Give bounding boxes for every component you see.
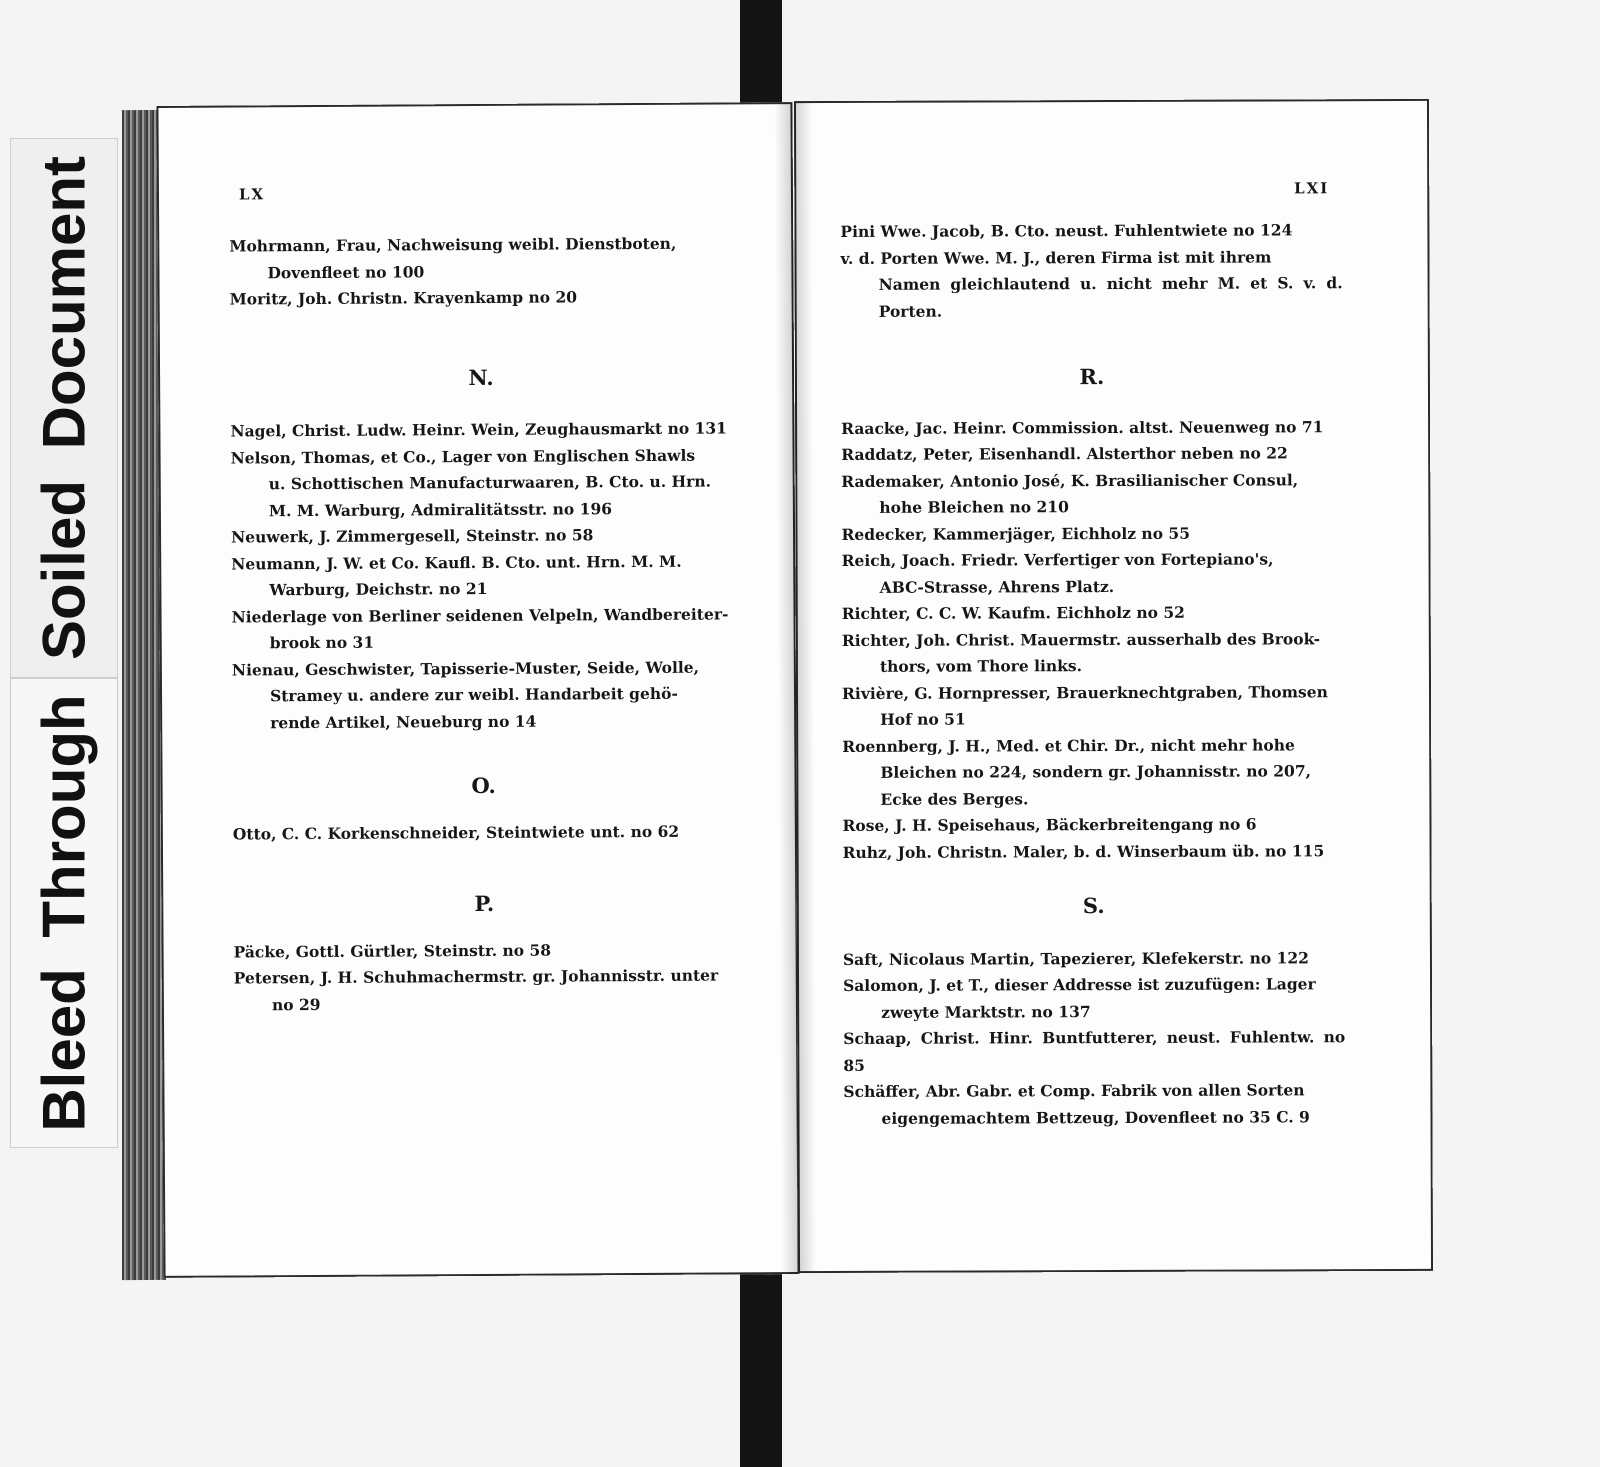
entry-line: v. d. Porten Wwe. M. J., deren Firma ist mit ihrem xyxy=(840,246,1272,268)
entry-line: Rivière, G. Hornpresser, Brauerknechtgraben, Thomsen xyxy=(841,681,1328,703)
entry-continuation-line: Warburg, Deichstr. no 21 xyxy=(269,578,488,600)
entry-line: Nelson, Thomas, et Co., Lager von Englischen Shawls xyxy=(230,445,696,468)
entry-line: Nienau, Geschwister, Tapisserie-Muster, Seide, Wolle, xyxy=(231,657,699,680)
directory-entry xyxy=(842,599,1344,627)
entry-line: Ruhz, Joh. Christn. Maler, b. d. Winserbaum üb. no 115 xyxy=(842,840,1325,862)
entry-continuation-line: M. M. Warburg, Admiralitätsstr. no 196 xyxy=(268,498,613,520)
directory-entry xyxy=(843,838,1345,866)
directory-entry xyxy=(842,811,1344,839)
directory-entry xyxy=(229,230,731,286)
soiled-document-text: Soiled Document xyxy=(30,155,98,661)
right-page xyxy=(794,99,1433,1273)
left-page xyxy=(156,102,799,1278)
entry-continuation-line: no 29 xyxy=(271,994,321,1014)
entry-continuation-line: thors, vom Thore links. xyxy=(879,656,1083,676)
entry-line: Reich, Joach. Friedr. Verfertiger von Fortepiano's, xyxy=(841,549,1274,570)
entry-continuation-line: Stramey u. andere zur weibl. Handarbeit gehö- xyxy=(269,683,678,706)
directory-entry xyxy=(841,520,1343,548)
directory-entry xyxy=(842,732,1344,813)
section-heading-r: R. xyxy=(1079,364,1105,390)
entry-line: Rademaker, Antonio José, K. Brasilianischer Consul, xyxy=(841,469,1299,491)
section-n-entries xyxy=(230,415,734,736)
entry-continuation-line: u. Schottischen Manufacturwaaren, B. Cto. u. Hrn. xyxy=(268,471,712,494)
directory-entry xyxy=(230,415,732,445)
entry-line: Raacke, Jac. Heinr. Commission. altst. Neuenweg no 71 xyxy=(841,416,1324,438)
directory-entry xyxy=(842,679,1344,734)
entry-continuation-line: Bleichen no 224, sondern gr. Johannisstr. no 207, xyxy=(880,761,1312,782)
directory-entry xyxy=(231,601,733,657)
directory-entry xyxy=(840,244,1342,325)
page-number: LXI xyxy=(1294,179,1330,198)
entry-line: Richter, C. C. W. Kaufm. Eichholz no 52 xyxy=(841,602,1185,623)
entry-continuation-line: ABC-Strasse, Ahrens Platz. xyxy=(879,576,1115,597)
entry-continuation-line: rende Artikel, Neueburg no 14 xyxy=(270,711,537,732)
entry-line: Pini Wwe. Jacob, B. Cto. neust. Fuhlentwiete no 124 xyxy=(840,220,1293,241)
section-r-entries xyxy=(841,414,1345,866)
entry-line: Neuwerk, J. Zimmergesell, Steinstr. no 58 xyxy=(231,525,594,547)
directory-entry xyxy=(843,971,1345,1026)
entry-line: Raddatz, Peter, Eisenhandl. Alsterthor neben no 22 xyxy=(841,443,1288,464)
entry-line: Nagel, Christ. Ludw. Heinr. Wein, Zeughausmarkt no 131 xyxy=(230,418,727,441)
entry-line: Päcke, Gottl. Gürtler, Steinstr. no 58 xyxy=(233,940,552,961)
directory-entry xyxy=(843,1077,1345,1132)
bleed-through-label xyxy=(10,678,118,1148)
entry-line: Otto, C. C. Korkenschneider, Steintwiete unt. no 62 xyxy=(232,821,680,843)
directory-entry xyxy=(233,818,735,848)
section-heading-s: S. xyxy=(1082,893,1105,919)
section-p-entries xyxy=(840,217,1342,325)
directory-entry xyxy=(841,414,1343,442)
directory-entry xyxy=(840,217,1342,245)
entry-continuation-line: zweyte Marktstr. no 137 xyxy=(881,1001,1091,1022)
entry-continuation-line: eigengemachtem Bettzeug, Dovenfleet no 35 C. 9 xyxy=(881,1106,1310,1128)
directory-entry xyxy=(234,936,736,966)
section-o-entries xyxy=(233,818,735,848)
directory-entry xyxy=(230,442,732,525)
entry-line: Petersen, J. H. Schuhmachermstr. gr. Johannisstr. unter xyxy=(233,965,719,988)
section-heading-p: P. xyxy=(474,890,495,917)
section-s-entries xyxy=(843,945,1346,1132)
entry-continuation-line: Hof no 51 xyxy=(880,709,966,729)
soiled-document-label xyxy=(10,138,118,678)
entry-continuation-line: Namen gleichlautend u. nicht mehr M. et S. v. d. Porten. xyxy=(878,273,1343,321)
section-p-entries xyxy=(234,936,736,1019)
section-m-entries xyxy=(229,230,731,313)
entry-line: Saft, Nicolaus Martin, Tapezierer, Klefekerstr. no 122 xyxy=(842,947,1309,969)
directory-entry xyxy=(842,546,1344,601)
section-heading-n: N. xyxy=(468,364,494,390)
page-number: LX xyxy=(238,185,266,204)
entry-line: Schaap, Christ. Hinr. Buntfutterer, neust. Fuhlentw. no 85 xyxy=(843,1027,1346,1075)
directory-entry xyxy=(232,654,734,737)
directory-entry xyxy=(841,467,1343,522)
entry-line: Salomon, J. et T., dieser Addresse ist zuzufügen: Lager xyxy=(843,974,1316,995)
directory-entry xyxy=(230,283,732,313)
directory-entry xyxy=(843,1024,1345,1079)
directory-entry xyxy=(231,521,733,551)
directory-entry xyxy=(231,548,733,604)
entry-continuation-line: Dovenfleet no 100 xyxy=(267,261,425,282)
directory-entry xyxy=(842,626,1344,681)
entry-line: Roennberg, J. H., Med. et Chir. Dr., nicht mehr hohe xyxy=(842,734,1295,756)
entry-continuation-line: hohe Bleichen no 210 xyxy=(879,497,1069,517)
entry-continuation-line: brook no 31 xyxy=(269,632,375,653)
entry-line: Niederlage von Berliner seidenen Velpeln, Wandbereiter- xyxy=(231,603,729,627)
left-page-text xyxy=(229,230,736,1018)
entry-line: Neumann, J. W. et Co. Kaufl. B. Cto. unt. Hrn. M. M. xyxy=(231,551,682,574)
directory-entry xyxy=(841,440,1343,468)
gutter-shadow xyxy=(794,101,816,1273)
entry-line: Redecker, Kammerjäger, Eichholz no 55 xyxy=(841,523,1191,544)
section-heading-o: O. xyxy=(471,772,496,799)
entry-line: Rose, J. H. Speisehaus, Bäckerbreitengang no 6 xyxy=(842,814,1257,835)
entry-line: Moritz, Joh. Christn. Krayenkamp no 20 xyxy=(229,287,578,309)
entry-line: Schäffer, Abr. Gabr. et Comp. Fabrik von allen Sorten xyxy=(843,1080,1305,1101)
bleed-through-text: Bleed Through xyxy=(30,694,98,1132)
directory-entry xyxy=(843,945,1345,973)
entry-line: Mohrmann, Frau, Nachweisung weibl. Dienstboten, xyxy=(229,233,677,256)
entry-line: Richter, Joh. Christ. Mauermstr. ausserhalb des Brook- xyxy=(841,628,1321,650)
right-page-text xyxy=(840,217,1345,1132)
entry-continuation-line: Ecke des Berges. xyxy=(880,788,1029,809)
directory-entry xyxy=(234,962,736,1018)
